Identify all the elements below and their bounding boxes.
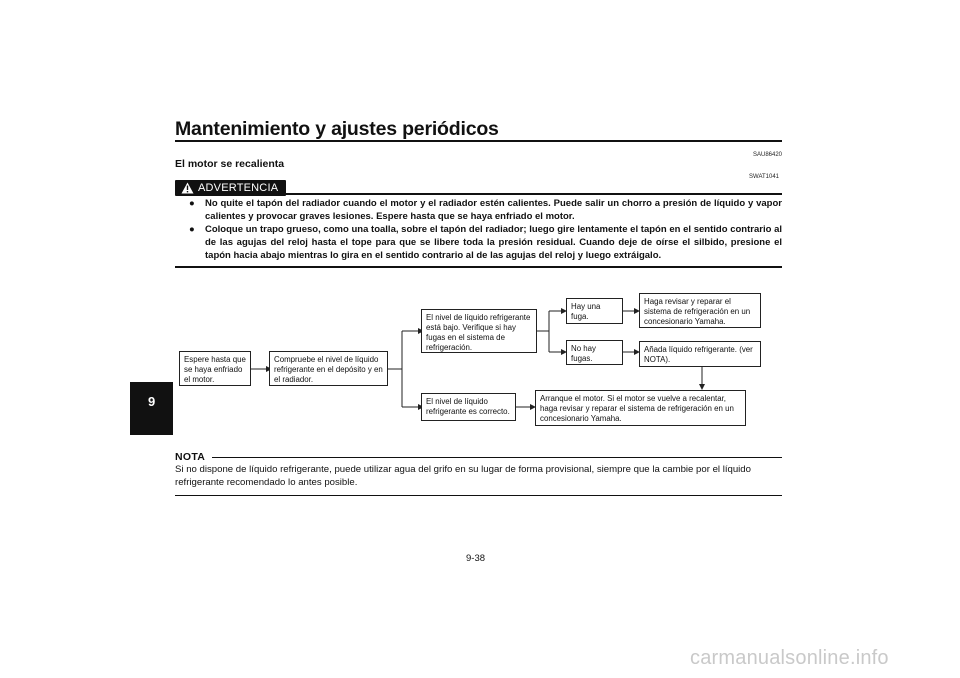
flow-box-check: Compruebe el nivel de líquido refrigerante en el depósito y en el radiador.	[269, 351, 388, 386]
section-code: SAU86420	[753, 152, 783, 158]
flow-box-leak: Hay una fuga.	[566, 298, 623, 324]
warning-item-text: No quite el tapón del radiador cuando el motor y el radiador estén calientes. Puede salir un chorro a presión de líquido y vapor calientes y provocar graves lesiones. Espere hasta que se haya enfriado el motor.	[205, 198, 782, 223]
section-title: El motor se recalienta	[175, 158, 285, 170]
page-title: Mantenimiento y ajustes periódicos	[175, 118, 499, 140]
watermark: carmanualsonline.info	[690, 647, 889, 669]
bullet-icon: ●	[189, 224, 195, 236]
page-number: 9-38	[466, 553, 486, 564]
note-end-rule	[175, 495, 782, 496]
flow-box-no-leak: No hay fugas.	[566, 340, 623, 365]
note-text: Si no dispone de líquido refrigerante, puede utilizar agua del grifo en su lugar de forma provisional, siempre que la cambie por el líquido refrigerante recomendado lo antes posible.	[175, 464, 751, 488]
flow-box-wait: Espere hasta que se haya enfriado el motor.	[179, 351, 251, 386]
flow-box-repair: Haga revisar y reparar el sistema de refrigeración en un concesionario Yamaha.	[639, 293, 761, 328]
flow-box-correct-level: El nivel de líquido refrigerante es correcto.	[421, 393, 516, 421]
note-rule	[212, 457, 782, 458]
warning-label: ADVERTENCIA	[198, 182, 279, 194]
flow-box-low-level: El nivel de líquido refrigerante está bajo. Verifique si hay fugas en el sistema de refrigeración.	[421, 309, 537, 353]
warning-item-text: Coloque un trapo grueso, como una toalla, sobre el tapón del radiador; luego gire lentamente el tapón en el sentido contrario al de las agujas del reloj hasta el tope para que se libere toda la presión residual. Cuando deje de oírse el silbido, presione el tapón hacia abajo mientras lo gira en el sentido contrario al de las agujas del reloj y luego extráigalo.	[205, 224, 782, 262]
chapter-number: 9	[148, 394, 156, 409]
note-label: NOTA	[175, 451, 206, 463]
bullet-icon: ●	[189, 198, 195, 209]
flow-box-start-engine: Arranque el motor. Si el motor se vuelve a recalentar, haga revisar y reparar el sistema de refrigeración en un concesionario Yamaha.	[535, 390, 746, 426]
warning-code: SWAT1041	[749, 174, 780, 180]
flow-box-add-coolant: Añada líquido refrigerante. (ver NOTA).	[639, 341, 761, 367]
